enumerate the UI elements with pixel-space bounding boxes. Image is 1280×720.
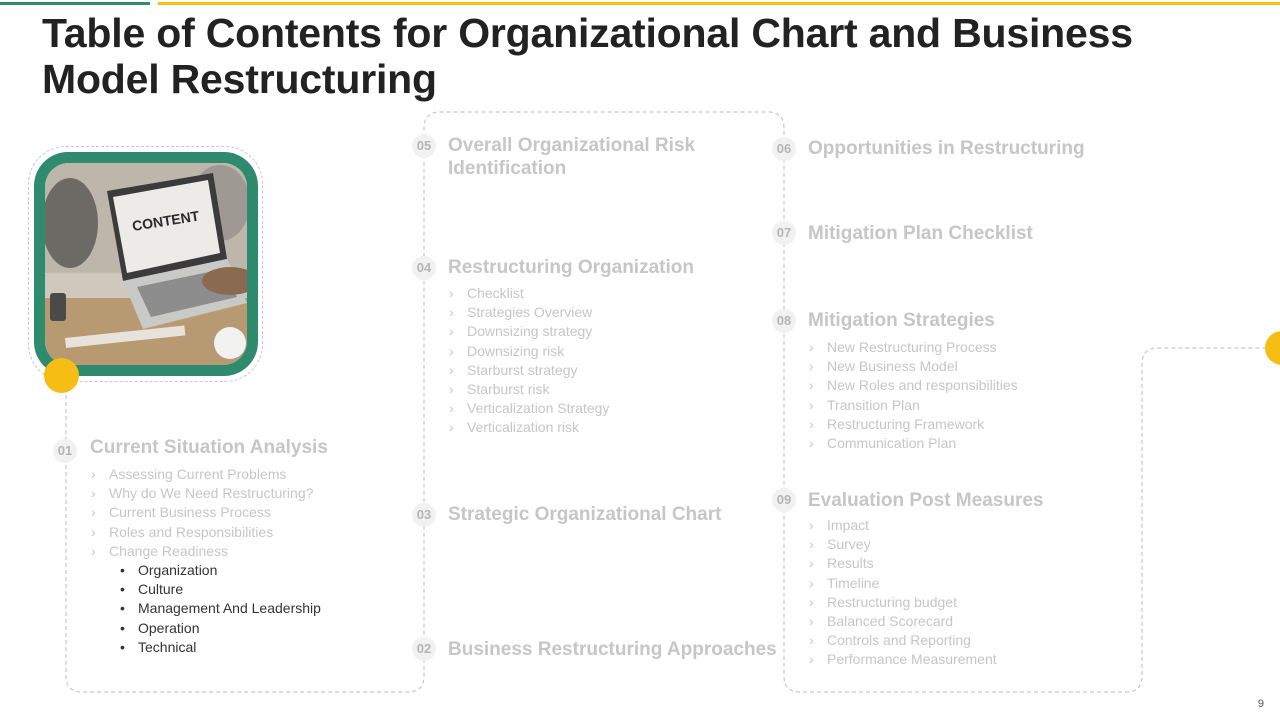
list-item: › Verticalization Strategy (449, 399, 609, 418)
list-item: › Roles and Responsibilities (91, 523, 313, 542)
list-item: • Organization (118, 561, 321, 580)
list-item: › Strategies Overview (449, 303, 609, 322)
list-item: › New Roles and responsibilities (809, 376, 1018, 395)
section-number-07: 07 (772, 221, 796, 245)
page-number: 9 (1257, 698, 1264, 710)
section-04-list (449, 284, 609, 438)
list-item: • Management And Leadership (118, 599, 321, 618)
top-accent-bar-green (0, 2, 150, 5)
section-number-06: 06 (772, 137, 796, 161)
section-heading-06: Opportunities in Restructuring (808, 138, 1085, 159)
section-heading-03: Strategic Organizational Chart (448, 504, 722, 525)
list-item: › Survey (809, 535, 997, 554)
list-item: › Performance Measurement (809, 650, 997, 669)
list-item: › Why do We Need Restructuring? (91, 484, 313, 503)
top-accent-bar-yellow (158, 2, 1280, 5)
section-number-02: 02 (412, 637, 436, 661)
list-item: › Transition Plan (809, 396, 1018, 415)
change-readiness-sublist (118, 561, 321, 657)
content-laptop-photo (45, 163, 247, 365)
list-item: • Operation (118, 619, 321, 638)
section-09-list (809, 516, 997, 670)
section-heading-04: Restructuring Organization (448, 257, 694, 278)
list-item: › Downsizing risk (449, 342, 609, 361)
section-08-list (809, 338, 1018, 453)
list-item: › Change Readiness (91, 542, 313, 561)
list-item: › New Business Model (809, 357, 1018, 376)
photo-screen-text: CONTENT (130, 207, 201, 234)
list-item: › Downsizing strategy (449, 322, 609, 341)
section-number-08: 08 (772, 309, 796, 333)
list-item: • Technical (118, 638, 321, 657)
section-heading-01: Current Situation Analysis (90, 437, 328, 458)
list-item: › Controls and Reporting (809, 631, 997, 650)
list-item: › Verticalization risk (449, 418, 609, 437)
section-number-03: 03 (412, 503, 436, 527)
list-item: › Checklist (449, 284, 609, 303)
list-item: › Balanced Scorecard (809, 612, 997, 631)
list-item: › Restructuring Framework (809, 415, 1018, 434)
list-item: › Timeline (809, 574, 997, 593)
section-heading-09: Evaluation Post Measures (808, 490, 1044, 511)
list-item: • Culture (118, 580, 321, 599)
yellow-marker-dot-right (1265, 331, 1280, 365)
list-item: › Starburst risk (449, 380, 609, 399)
list-item: › Impact (809, 516, 997, 535)
section-number-01: 01 (53, 439, 77, 463)
section-number-04: 04 (412, 256, 436, 280)
section-heading-07: Mitigation Plan Checklist (808, 223, 1033, 244)
list-item: › Current Business Process (91, 503, 313, 522)
section-number-05: 05 (412, 134, 436, 158)
list-item: › Restructuring budget (809, 593, 997, 612)
list-item: › Starburst strategy (449, 361, 609, 380)
section-number-09: 09 (772, 488, 796, 512)
list-item: › Communication Plan (809, 434, 1018, 453)
page-title: Table of Contents for Organizational Chart and Business Model Restructuring (42, 10, 1133, 102)
list-item: › Assessing Current Problems (91, 465, 313, 484)
yellow-marker-dot (44, 358, 79, 393)
list-item: › New Restructuring Process (809, 338, 1018, 357)
section-01-list (91, 465, 313, 561)
section-heading-02: Business Restructuring Approaches (448, 639, 777, 660)
section-heading-05: Overall Organizational Risk Identification (448, 135, 696, 179)
list-item: › Results (809, 554, 997, 573)
section-heading-08: Mitigation Strategies (808, 310, 995, 331)
